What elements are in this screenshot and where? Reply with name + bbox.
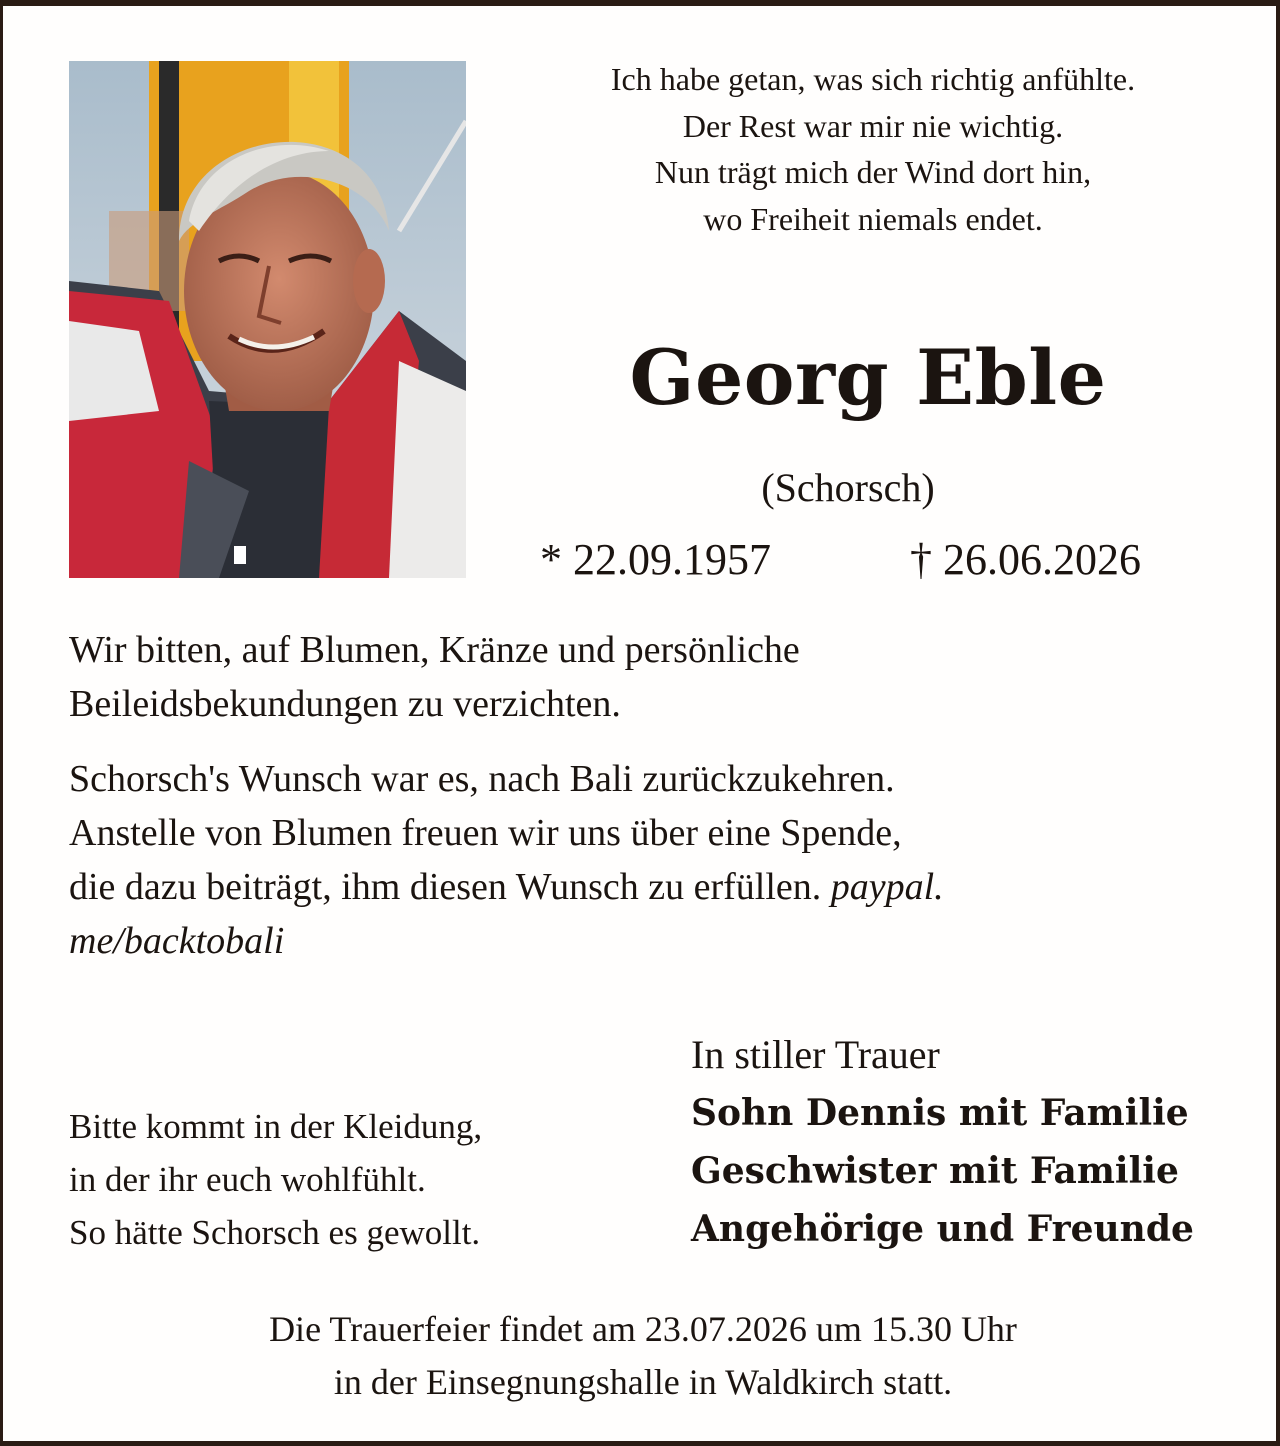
deceased-name: Georg Eble (629, 333, 1107, 422)
death-date: † 26.06.2026 (910, 535, 1141, 584)
quote-line: Ich habe getan, was sich richtig anfühlte. (610, 61, 1136, 97)
mourner-name: Sohn Dennis mit Familie (691, 1092, 1189, 1134)
paragraph-line-text: die dazu beiträgt, ihm diesen Wunsch zu erfüllen. (69, 866, 822, 908)
clothing-line: So hätte Schorsch es gewollt. (69, 1213, 481, 1252)
donation-request (69, 752, 1219, 968)
clothing-line: in der ihr euch wohlfühlt. (69, 1160, 426, 1199)
birth-date: * 22.09.1957 (540, 535, 771, 584)
mourner-name: Angehörige und Freunde (691, 1208, 1194, 1250)
ceremony-info (63, 1303, 1223, 1409)
paragraph-line: Beileidsbekundungen zu verzichten. (69, 683, 621, 725)
ceremony-line: in der Einsegnungshalle in Waldkirch statt. (333, 1362, 953, 1402)
paragraph-line: Schorsch's Wunsch war es, nach Bali zurückzukehren. (69, 758, 895, 800)
paragraph-line (69, 860, 1219, 914)
paragraph-line: Anstelle von Blumen freuen wir uns über eine Spende, (69, 812, 902, 854)
paragraph-line: Wir bitten, auf Blumen, Kränze und persönliche (69, 629, 800, 671)
clothing-line: Bitte kommt in der Kleidung, (69, 1107, 483, 1146)
quote-line: wo Freiheit niemals endet. (703, 200, 1043, 237)
donation-link-continued[interactable]: me/backtobali (69, 920, 285, 962)
quote-line: Der Rest war mir nie wichtig. (682, 107, 1064, 144)
deceased-nickname: (Schorsch) (761, 465, 935, 510)
portrait-photo (69, 61, 466, 578)
quote-line: Nun trägt mich der Wind dort hin, (654, 154, 1092, 190)
clothing-note (69, 1100, 482, 1259)
memorial-quote (523, 56, 1223, 242)
flowers-request (69, 623, 1219, 731)
ceremony-line: Die Trauerfeier findet am 23.07.2026 um 15.30 Uhr (269, 1309, 1017, 1349)
donation-link[interactable]: paypal. (830, 866, 944, 908)
mourning-intro: In stiller Trauer (691, 1032, 940, 1077)
mourner-name: Geschwister mit Familie (691, 1150, 1179, 1192)
mourners-block (691, 1026, 1251, 1258)
